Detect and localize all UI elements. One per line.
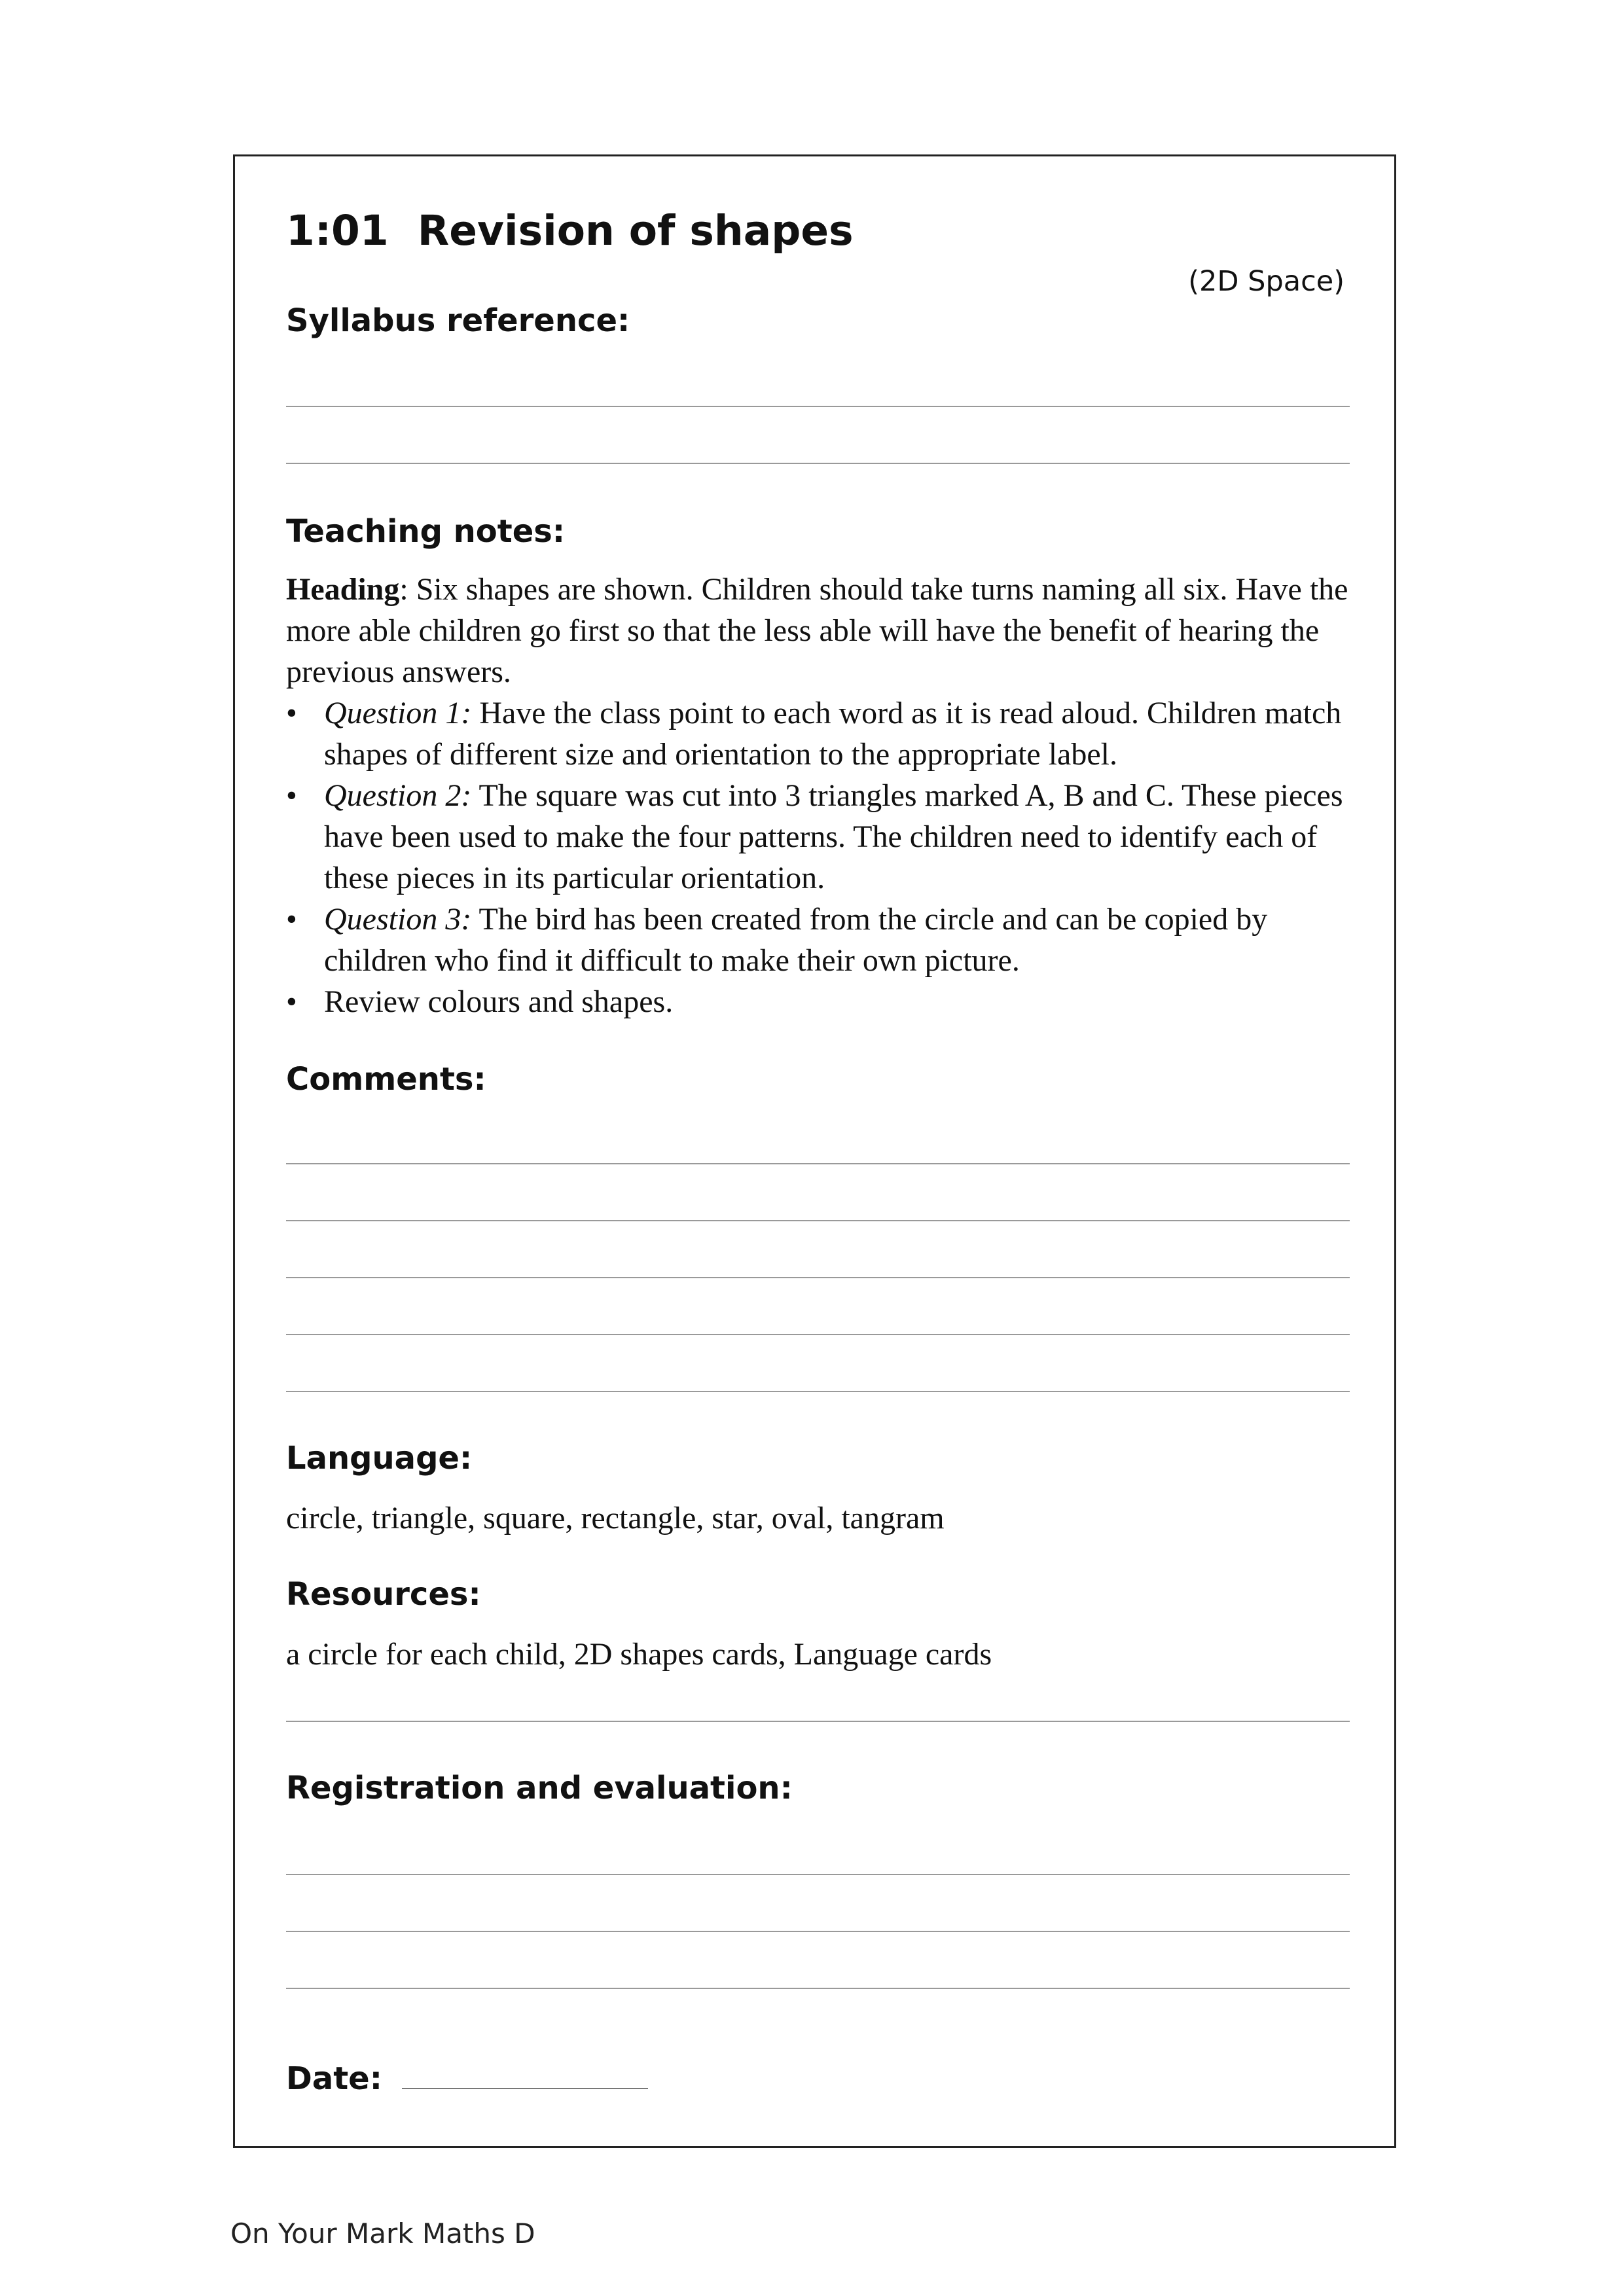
bullet-icon: • (286, 778, 297, 813)
item-text: Have the class point to each word as it is read aloud. Children match shapes of different size and orientation to the appropriate label. (324, 696, 1342, 772)
language-text: circle, triangle, square, rectangle, star, oval, tangram (286, 1501, 945, 1535)
registration-heading: Registration and evaluation: (286, 1770, 793, 1806)
item-text: The bird has been created from the circle and can be copied by children who find it difficult to make their own picture. (324, 902, 1268, 978)
bullet-icon: • (286, 696, 297, 730)
worksheet-frame (233, 154, 1396, 2148)
resources-text: a circle for each child, 2D shapes cards, Language cards (286, 1637, 992, 1672)
resources-heading: Resources: (286, 1576, 481, 1613)
notes-intro (286, 569, 1360, 692)
item-lead: Question 2: (324, 778, 472, 813)
item-text: The square was cut into 3 triangles marked A, B and C. These pieces have been used to make the four patterns. The children need to identify each of these pieces in its particular orientation. (324, 778, 1343, 895)
item-lead: Question 1: (324, 696, 472, 730)
registration-line-2[interactable] (286, 1931, 1350, 1932)
strand-label: (2D Space) (1188, 265, 1344, 298)
teaching-notes-heading: Teaching notes: (286, 513, 566, 550)
teaching-notes-body (286, 569, 1360, 1022)
comments-line-4[interactable] (286, 1334, 1350, 1335)
date-label: Date: (286, 2060, 382, 2097)
lesson-number: 1:01 (286, 207, 389, 255)
lesson-title: Revision of shapes (417, 207, 854, 255)
list-item (286, 692, 1360, 775)
list-item (286, 775, 1360, 899)
footer-text: On Your Mark Maths D (230, 2217, 535, 2250)
registration-line-1[interactable] (286, 1874, 1350, 1875)
resources-line[interactable] (286, 1721, 1350, 1722)
item-text: Review colours and shapes. (324, 984, 674, 1019)
notes-list (286, 692, 1360, 1022)
comments-line-3[interactable] (286, 1277, 1350, 1278)
page-title (286, 208, 854, 253)
list-item (286, 899, 1360, 981)
comments-line-1[interactable] (286, 1163, 1350, 1164)
comments-heading: Comments: (286, 1061, 486, 1098)
syllabus-line-2[interactable] (286, 463, 1350, 464)
notes-intro-bold: Heading (286, 572, 400, 607)
syllabus-heading: Syllabus reference: (286, 302, 630, 339)
date-field[interactable] (402, 2088, 648, 2089)
syllabus-line-1[interactable] (286, 406, 1350, 407)
registration-line-3[interactable] (286, 1988, 1350, 1989)
item-lead: Question 3: (324, 902, 472, 937)
notes-intro-text: : Six shapes are shown. Children should take turns naming all six. Have the more able children go first so that the less able will have the benefit of hearing the previous answers. (286, 572, 1348, 689)
comments-line-2[interactable] (286, 1220, 1350, 1221)
comments-line-5[interactable] (286, 1391, 1350, 1392)
bullet-icon: • (286, 984, 297, 1019)
list-item (286, 981, 1360, 1022)
language-heading: Language: (286, 1440, 473, 1477)
bullet-icon: • (286, 902, 297, 937)
